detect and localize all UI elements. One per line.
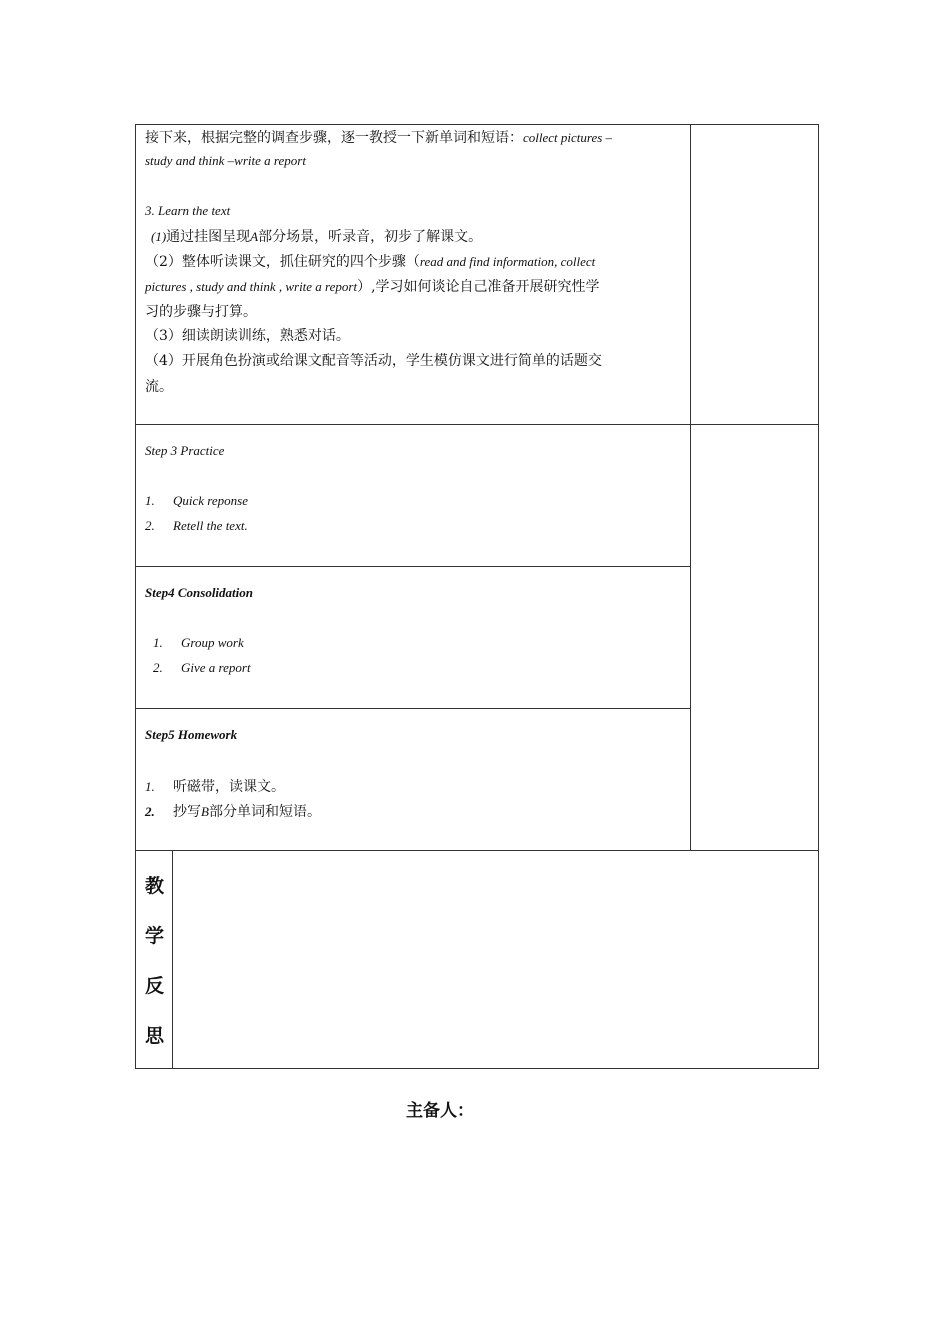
intro-line-2: study and think –write a report xyxy=(145,153,306,168)
reflection-char-4: 思 xyxy=(144,1025,164,1047)
item-1-letter: A xyxy=(250,229,259,244)
item-1-text-b: 部分场景，听录音，初步了解课文。 xyxy=(258,229,483,245)
content-cell-homework xyxy=(135,708,691,851)
learn-item-4-line-2: 流。 xyxy=(145,379,173,395)
learn-item-2-line-3: 习的步骤与打算。 xyxy=(145,304,257,320)
list-number: 2. xyxy=(145,804,155,819)
learn-item-2-line-2 xyxy=(145,275,600,299)
practice-item-2 xyxy=(145,518,248,534)
reflection-label-cell xyxy=(135,850,173,1069)
list-text: Quick reponse xyxy=(173,493,248,508)
content-cell-consolidation xyxy=(135,566,691,709)
content-cell-practice xyxy=(135,424,691,567)
item-2-phrase-a: read and find information, collect xyxy=(419,254,596,269)
intro-line-1 xyxy=(145,126,612,150)
item-2-text-a: （2）整体听读课文，抓住研究的四个步骤（ xyxy=(145,254,420,270)
reflection-char-3: 反 xyxy=(144,975,164,997)
homework-title: Step5 Homework xyxy=(145,727,238,742)
consolidation-title: Step4 Consolidation xyxy=(145,585,253,600)
consolidation-item-2 xyxy=(145,660,251,676)
learn-item-3: （3）细读朗读训练，熟悉对话。 xyxy=(145,328,350,344)
list-number: 2. xyxy=(145,518,155,533)
side-cell-1 xyxy=(690,124,819,425)
preparer-label: 主备人： xyxy=(406,1101,474,1121)
reflection-content-cell xyxy=(172,850,819,1069)
intro-text: 接下来，根据完整的调查步骤，逐一教授一下新单词和短语： xyxy=(145,130,523,146)
intro-phrase-1: collect pictures – xyxy=(523,130,613,145)
list-number: 1. xyxy=(145,779,155,794)
practice-title: Step 3 Practice xyxy=(145,443,225,458)
list-number: 1. xyxy=(145,493,155,508)
list-letter: B xyxy=(201,804,209,819)
learn-text-heading: 3. Learn the text xyxy=(145,203,231,218)
list-text: Group work xyxy=(181,635,244,650)
item-1-text-a: 通过挂图呈现 xyxy=(166,229,251,245)
side-cell-2 xyxy=(690,424,819,851)
consolidation-item-1 xyxy=(145,635,244,651)
list-number: 1. xyxy=(153,635,163,650)
reflection-char-2: 学 xyxy=(144,925,164,947)
item-2-text-b: ）,学习如何谈论自己准备开展研究性学 xyxy=(357,279,600,295)
practice-item-1 xyxy=(145,493,248,509)
list-text: 听磁带，读课文。 xyxy=(173,779,285,795)
learn-item-1 xyxy=(151,225,482,249)
reflection-char-1: 教 xyxy=(144,875,164,897)
content-cell-learn-text xyxy=(135,124,691,425)
list-text: Give a report xyxy=(181,660,251,675)
learn-item-4-line-1: （4）开展角色扮演或给课文配音等活动，学生模仿课文进行简单的话题交 xyxy=(145,353,602,369)
item-2-phrase-b: pictures , study and think , write a report xyxy=(145,279,358,294)
list-text: Retell the text. xyxy=(173,518,248,533)
homework-item-1 xyxy=(145,775,285,799)
item-1-number: (1) xyxy=(151,229,167,244)
homework-item-2 xyxy=(145,800,321,824)
list-text-a: 抄写 xyxy=(173,804,201,820)
learn-item-2-line-1 xyxy=(145,250,595,274)
list-number: 2. xyxy=(153,660,163,675)
list-text-b: 部分单词和短语。 xyxy=(208,804,321,820)
